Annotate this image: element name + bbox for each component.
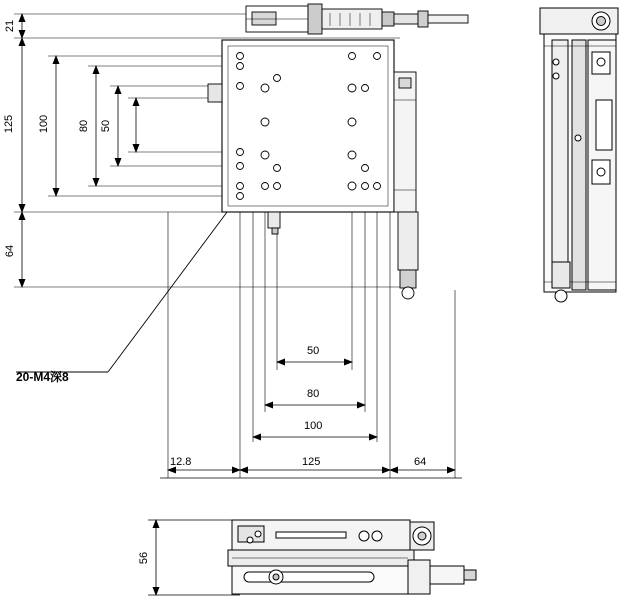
dim-125-left: 125 [3,114,16,134]
dim-64-left: 64 [4,244,17,258]
right-side-view [540,8,618,302]
dim-80-left: 80 [78,119,91,133]
dim-56-bottomview: 56 [138,551,151,565]
dim-100-bottom: 100 [304,420,323,432]
bottom-view [228,520,476,594]
dim-50-left: 50 [100,119,113,133]
dim-12-8: 12.8 [170,456,192,468]
dim-64-bottom: 64 [414,456,427,468]
dim-50-bottom: 50 [307,345,320,357]
front-view [208,4,468,299]
note-20-m4: 20-M4深8 [16,370,69,384]
leader-line [16,200,246,372]
dim-100-left: 100 [38,114,51,134]
dim-80-bottom: 80 [307,388,320,400]
dim-21: 21 [4,19,17,33]
dim-125-bottom: 125 [302,456,321,468]
